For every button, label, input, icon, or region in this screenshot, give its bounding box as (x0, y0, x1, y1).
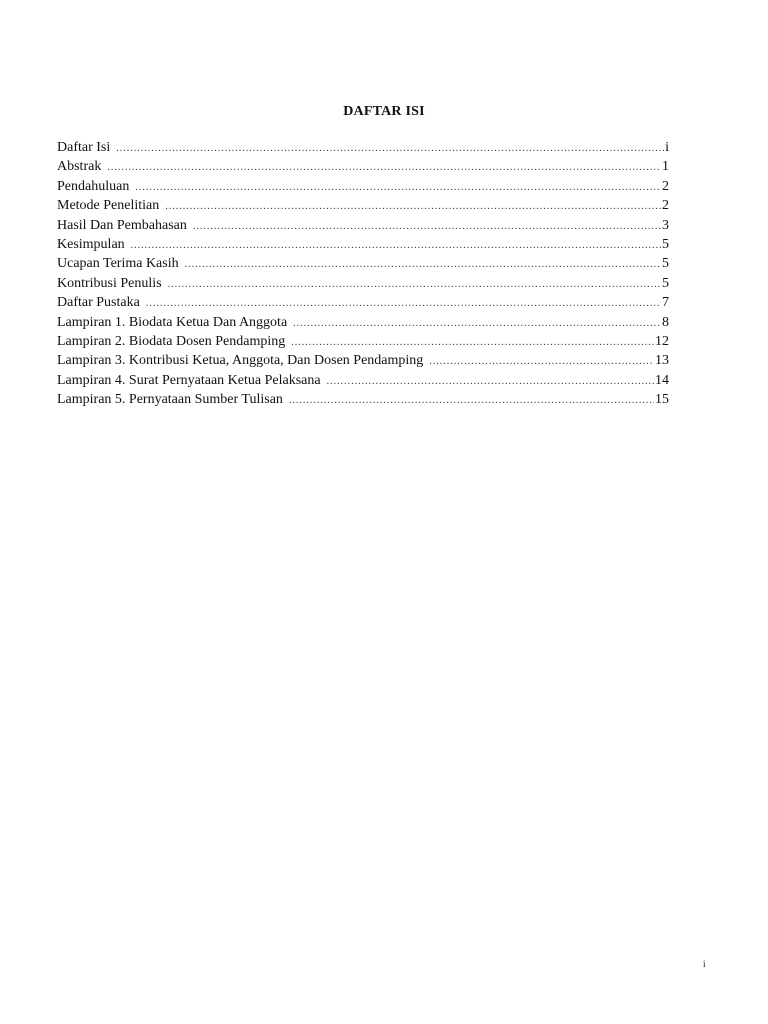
toc-entry-label: Metode Penelitian (57, 198, 160, 214)
toc-dot-leader (146, 294, 661, 313)
toc-entry[interactable] (57, 254, 669, 273)
toc-entry-label: Lampiran 1. Biodata Ketua Dan Anggota (57, 314, 288, 330)
toc-dot-leader (291, 333, 654, 352)
toc-dot-leader (289, 391, 654, 410)
toc-entry-page: 1 (662, 159, 669, 175)
toc-entry-label: Pendahuluan (57, 178, 130, 194)
toc-entry[interactable] (57, 390, 669, 409)
table-of-contents (57, 138, 669, 409)
toc-entry-label: Hasil Dan Pembahasan (57, 217, 187, 233)
toc-entry-label: Abstrak (57, 159, 102, 175)
toc-dot-leader (193, 217, 661, 236)
toc-dot-leader (135, 178, 661, 197)
toc-dot-leader (165, 197, 661, 216)
toc-entry[interactable] (57, 274, 669, 293)
toc-entry-page: 7 (662, 295, 669, 311)
toc-dot-leader (185, 255, 661, 274)
toc-entry-label: Daftar Isi (57, 140, 111, 155)
toc-entry[interactable] (57, 351, 669, 370)
toc-entry-page: 15 (655, 392, 669, 408)
toc-entry-label: Lampiran 4. Surat Pernyataan Ketua Pelaksana (57, 372, 321, 388)
toc-entry-page: 12 (655, 333, 669, 349)
toc-entry[interactable] (57, 157, 669, 176)
toc-entry[interactable] (57, 332, 669, 351)
toc-entry-label: Daftar Pustaka (57, 295, 140, 311)
toc-entry[interactable] (57, 177, 669, 196)
toc-entry-page: 5 (662, 256, 669, 272)
toc-entry[interactable] (57, 216, 669, 235)
toc-entry[interactable] (57, 196, 669, 215)
toc-entry-label: Lampiran 5. Pernyataan Sumber Tulisan (57, 392, 283, 408)
toc-entry-page: 2 (662, 178, 669, 194)
toc-entry-page: i (665, 140, 669, 155)
toc-entry-page: 5 (662, 236, 669, 252)
toc-dot-leader (107, 158, 661, 177)
toc-entry[interactable] (57, 138, 669, 157)
toc-entry-page: 13 (655, 353, 669, 369)
toc-entry-page: 3 (662, 217, 669, 233)
toc-dot-leader (116, 139, 664, 158)
toc-dot-leader (327, 372, 654, 391)
toc-entry-label: Ucapan Terima Kasih (57, 256, 179, 272)
toc-entry-page: 2 (662, 198, 669, 214)
toc-dot-leader (168, 275, 661, 294)
toc-entry[interactable] (57, 235, 669, 254)
toc-dot-leader (429, 352, 654, 371)
toc-entry[interactable] (57, 293, 669, 312)
toc-entry[interactable] (57, 371, 669, 390)
page-number: i (703, 959, 706, 969)
toc-entry-page: 14 (655, 372, 669, 388)
toc-entry-label: Lampiran 2. Biodata Dosen Pendamping (57, 333, 286, 349)
document-title: DAFTAR ISI (343, 104, 425, 119)
toc-entry[interactable] (57, 313, 669, 332)
toc-dot-leader (131, 236, 661, 255)
toc-entry-label: Lampiran 3. Kontribusi Ketua, Anggota, Dan Dosen Pendamping (57, 353, 424, 369)
toc-entry-label: Kontribusi Penulis (57, 275, 162, 291)
toc-entry-page: 5 (662, 275, 669, 291)
toc-entry-label: Kesimpulan (57, 236, 125, 252)
toc-dot-leader (293, 314, 661, 333)
toc-entry-page: 8 (662, 314, 669, 330)
